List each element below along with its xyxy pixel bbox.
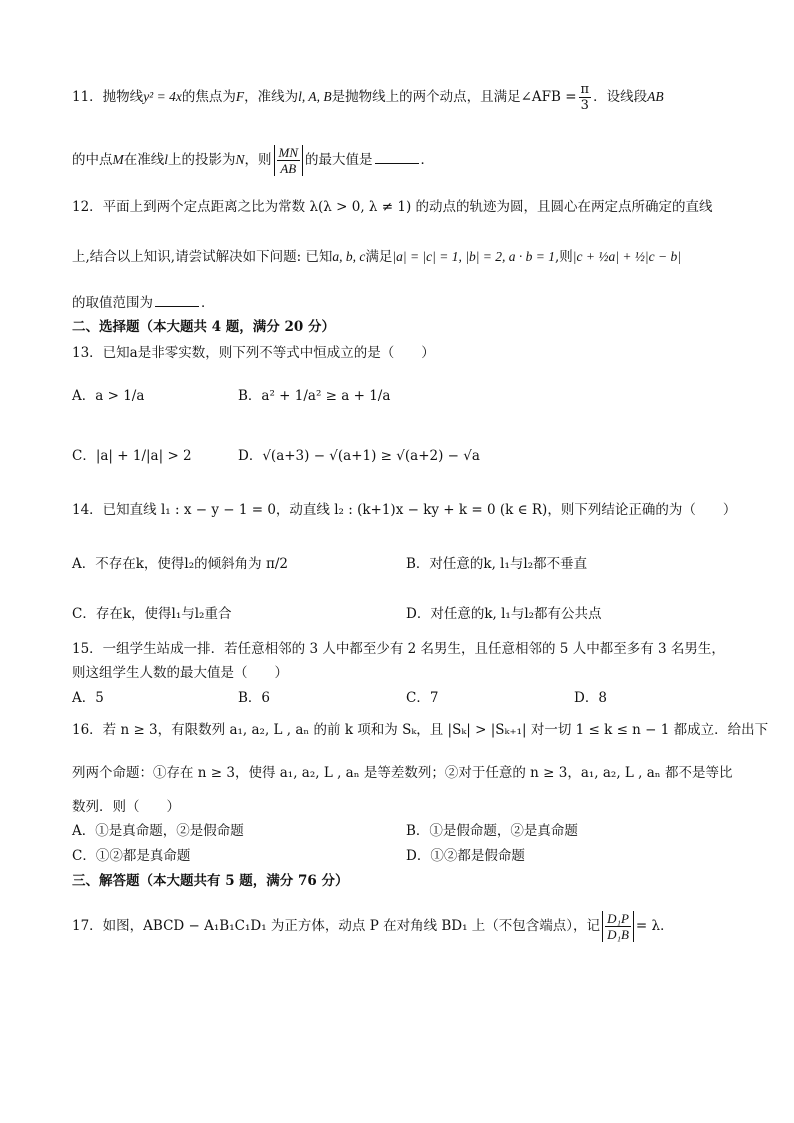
q16-option-a: A．①是真命题，②是假命题: [72, 823, 244, 839]
text: 是抛物线上的两个动点，且满足∠AFB =: [331, 89, 577, 105]
section-heading: 二、选择题（本大题共 4 题，满分 20 分）: [72, 319, 335, 335]
var: l, A, B: [298, 89, 332, 104]
q13-option-d: D．√(a+3) − √(a+1) ≥ √(a+2) − √a: [238, 448, 480, 464]
text: ，准线为: [244, 89, 299, 105]
text: ．: [420, 152, 435, 168]
q16-line2: 列两个命题：①存在 n ≥ 3，使得 a₁, a₂, L , aₙ 是等差数列；②对于任意的 n ≥ 3，a₁, a₂, L , aₙ 都不是等比: [72, 765, 733, 781]
q12-line2: [72, 248, 681, 266]
denominator: AB: [280, 161, 297, 176]
text: 的最大值是: [305, 152, 373, 168]
numerator: D₁P: [607, 911, 629, 926]
text: = λ．: [635, 918, 674, 934]
numerator: π: [580, 82, 590, 97]
vectors: a, b, c: [332, 249, 366, 264]
q14-option-b: B．对任意的k, l₁与l₂都不垂直: [406, 556, 588, 572]
q13-stem: 13．已知a是非零实数，则下列不等式中恒成立的是（ ）: [72, 345, 435, 361]
expression: |c + ½a| + ½|c − b|: [572, 249, 681, 264]
text: 17．如图，ABCD − A₁B₁C₁D₁ 为正方体，动点 P 在对角线 BD₁ 上（不包含端点），记: [72, 918, 601, 934]
q17-line: [72, 911, 674, 942]
var: M: [112, 152, 124, 167]
q12-line3: [72, 294, 215, 312]
denominator: D₁B: [607, 927, 629, 942]
text: 的取值范围为: [72, 295, 153, 311]
answer-blank: [155, 294, 199, 307]
q16-option-c: C．①②都是真命题: [72, 848, 191, 864]
text: 的中点: [72, 152, 113, 168]
text: 满足: [365, 249, 393, 265]
var: l: [164, 152, 169, 167]
text: 在准线: [123, 152, 165, 168]
var: AB: [647, 89, 664, 104]
fraction: [274, 145, 304, 176]
q15-option-c: C．7: [406, 690, 439, 706]
text: ,则: [555, 249, 573, 265]
condition: |a| = |c| = 1, |b| = 2, a · b = 1: [392, 249, 555, 264]
q12-line1: 12．平面上到两个定点距离之比为常数 λ(λ > 0, λ ≠ 1) 的动点的轨迹为圆，且圆心在两定点所确定的直线: [72, 199, 713, 215]
text: 11．抛物线: [72, 89, 144, 105]
text: ．: [201, 295, 215, 311]
q13-option-a: A．a > 1/a: [72, 388, 145, 404]
q11-line2: [72, 145, 434, 176]
fraction: [602, 911, 634, 942]
q14-stem: 14．已知直线 l₁ : x − y − 1 = 0，动直线 l₂ : (k+1)x − ky + k = 0 (k ∈ R)，则下列结论正确的为（ ）: [72, 502, 737, 518]
q14-option-d: D．对任意的k, l₁与l₂都有公共点: [406, 606, 602, 622]
q13-option-c: C．|a| + 1/|a| > 2: [72, 448, 192, 464]
fraction: [579, 82, 592, 113]
q15-option-b: B．6: [238, 690, 271, 706]
q15-option-d: D．8: [574, 690, 607, 706]
q16-line1: 16．若 n ≥ 3，有限数列 a₁, a₂, L , aₙ 的前 k 项和为 Sₖ，且 |Sₖ| > |Sₖ₊₁| 对一切 1 ≤ k ≤ n − 1 都成立．给出下: [72, 722, 769, 738]
q16-line3: 数列．则（ ）: [72, 799, 180, 815]
q16-option-d: D．①②都是假命题: [406, 848, 525, 864]
text: 的焦点为: [181, 89, 236, 105]
q16-option-b: B．①是假命题，②是真命题: [406, 823, 578, 839]
answer-blank: [375, 151, 419, 164]
q15-option-a: A．5: [72, 690, 104, 706]
q15-line1: 15．一组学生站成一排．若任意相邻的 3 人中都至少有 2 名男生，且任意相邻的 5 人中都至多有 3 名男生，: [72, 641, 725, 657]
q15-line2: 则这组学生人数的最大值是（ ）: [72, 665, 288, 681]
q14-option-a: A．不存在k，使得l₂的倾斜角为 π/2: [72, 556, 288, 572]
section-heading: 三、解答题（本大题共有 5 题，满分 76 分）: [72, 873, 349, 889]
text: 上的投影为: [168, 152, 236, 168]
text: ．设线段: [593, 89, 648, 105]
var: N: [235, 152, 245, 167]
equation: y² = 4x: [143, 89, 182, 104]
text: ，则: [244, 152, 272, 168]
q14-option-c: C．存在k，使得l₁与l₂重合: [72, 606, 232, 622]
q13-option-b: B．a² + 1/a² ≥ a + 1/a: [238, 388, 391, 404]
var: F: [235, 89, 245, 104]
denominator: 3: [580, 98, 589, 113]
text: 上,结合以上知识,请尝试解决如下问题: 已知: [72, 249, 333, 265]
q11-line1: [72, 82, 664, 113]
numerator: MN: [278, 145, 299, 160]
